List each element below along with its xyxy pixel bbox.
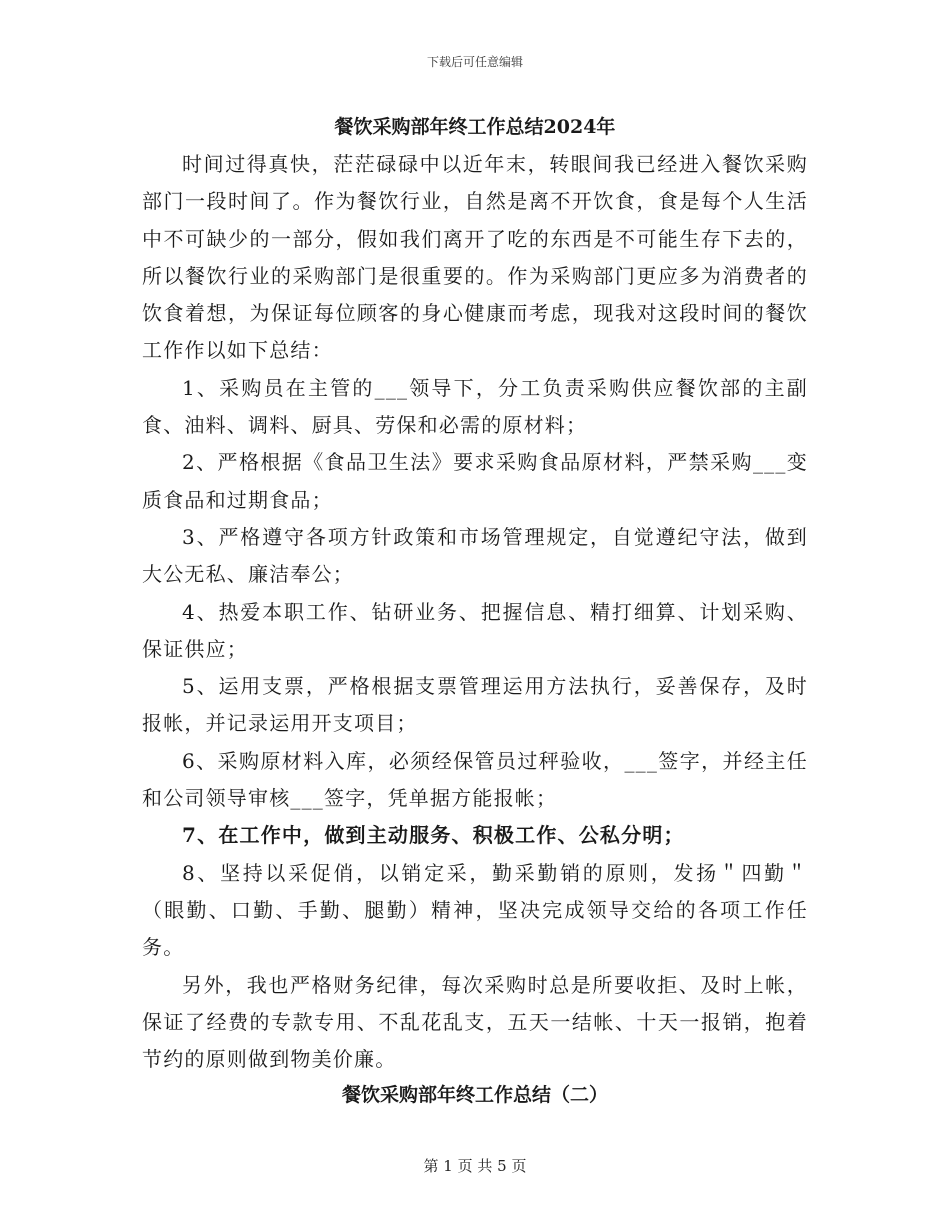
- paragraph-item-1: 1、采购员在主管的___领导下，分工负责采购供应餐饮部的主副食、油料、调料、厨具、劳保和必需的原材料；: [142, 375, 808, 438]
- paragraph-item-8: 8、坚持以采促俏，以销定采，勤采勤销的原则，发扬＂四勤＂（眼勤、口勤、手勤、腿勤）精神，坚决完成领导交给的各项工作任务。: [142, 860, 808, 960]
- paragraph-item-5: 5、运用支票，严格根据支票管理运用方法执行，妥善保存，及时报帐，并记录运用开支项目；: [142, 674, 808, 736]
- page-number: 第 1 页 共 5 页: [423, 1157, 527, 1175]
- paragraph-item-2: 2、严格根据《食品卫生法》要求采购食品原材料，严禁采购___变质食品和过期食品；: [142, 450, 808, 512]
- paragraph-closing: 另外，我也严格财务纪律，每次采购时总是所要收拒、及时上帐，保证了经费的专款专用、不乱花乱支，五天一结帐、十天一报销，抱着节约的原则做到物美价廉。: [142, 972, 808, 1072]
- header-note: 下载后可任意编辑: [426, 55, 523, 69]
- document-body: [142, 112, 808, 1112]
- document-title: 餐饮采购部年终工作总结2024年: [334, 116, 616, 138]
- section-subtitle: 餐饮采购部年终工作总结（二）: [341, 1084, 608, 1107]
- paragraph-item-6: 6、采购原材料入库，必须经保管员过秤验收，___签字，并经主任和公司领导审核___签字，凭单据方能报帐；: [142, 748, 808, 811]
- paragraph-intro: 时间过得真快，茫茫碌碌中以近年末，转眼间我已经进入餐饮采购部门一段时间了。作为餐饮行业，自然是离不开饮食，食是每个人生活中不可缺少的一部分，假如我们离开了吃的东西是不可能生存下去的，所以餐饮行业的采购部门是很重要的。作为采购部门更应多为消费者的饮食着想，为保证每位顾客的身心健康而考虑，现我对这段时间的餐饮工作作以如下总结：: [142, 152, 808, 363]
- paragraph-item-7: 7、在工作中，做到主动服务、积极工作、公私分明；: [182, 823, 685, 848]
- paragraph-item-3: 3、严格遵守各项方针政策和市场管理规定，自觉遵纪守法，做到大公无私、廉洁奉公；: [142, 524, 808, 587]
- paragraph-item-4: 4、热爱本职工作、钻研业务、把握信息、精打细算、计划采购、保证供应；: [142, 599, 808, 661]
